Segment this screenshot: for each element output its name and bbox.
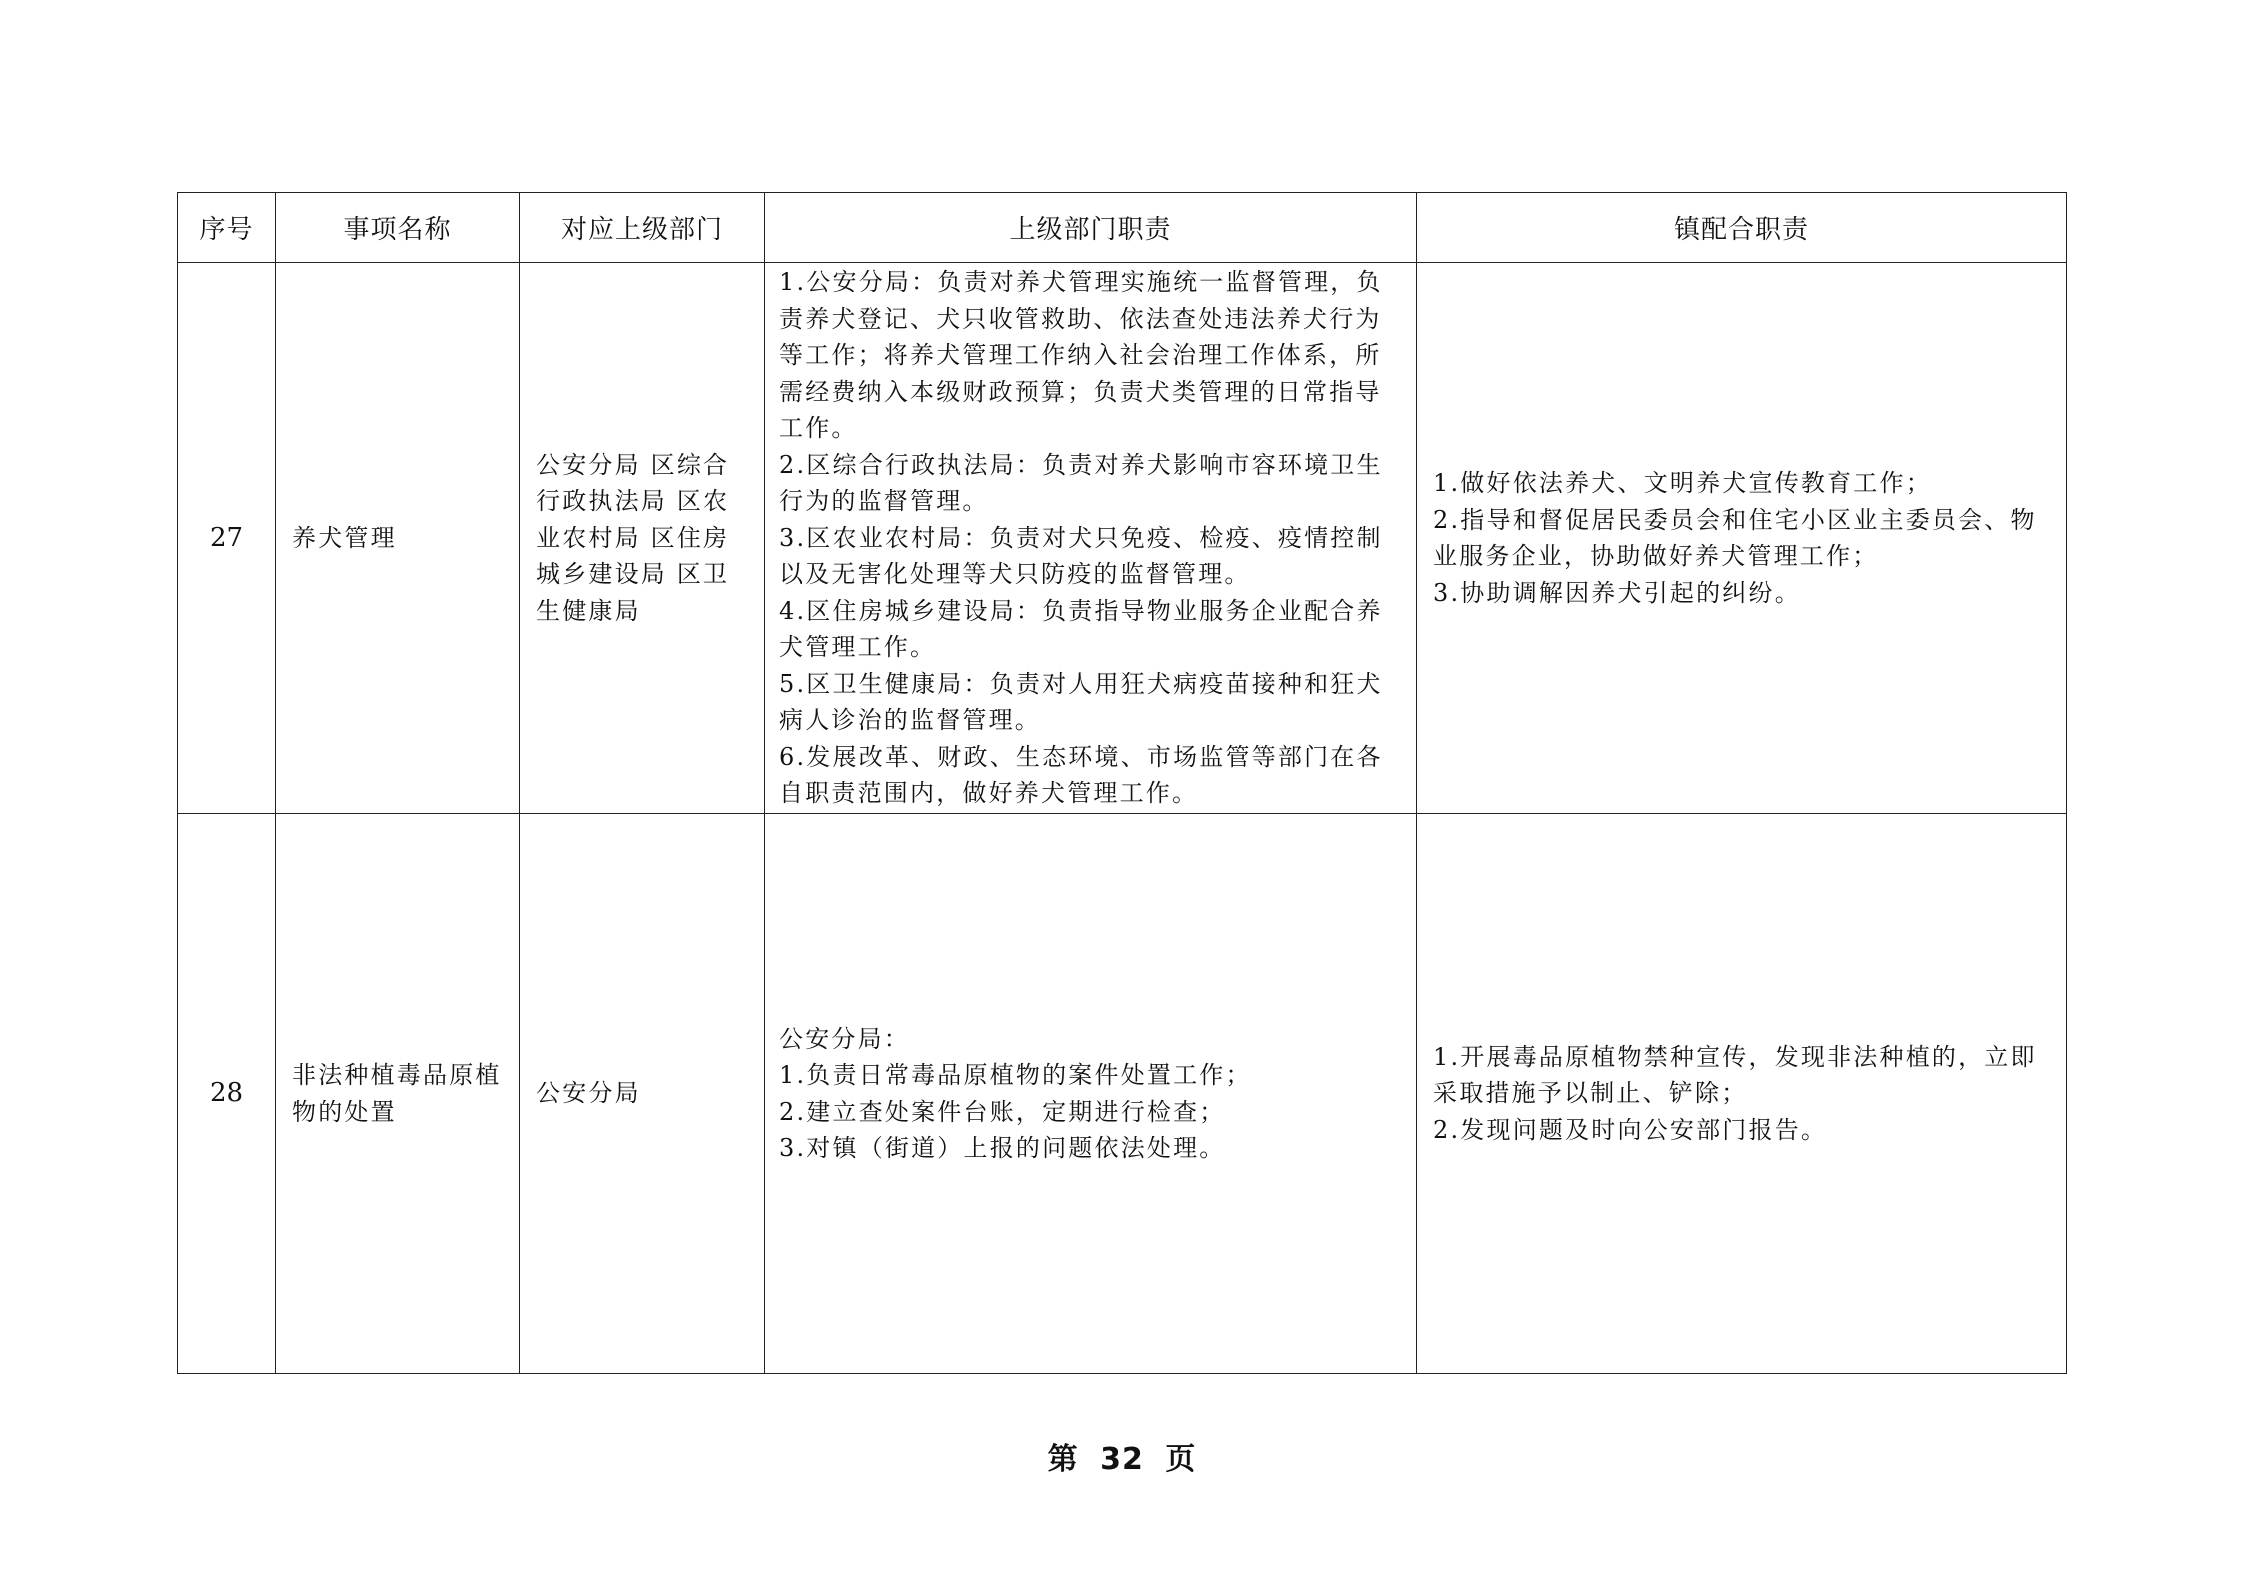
- row-departments: 公安分局 区综合行政执法局 区农业农村局 区住房城乡建设局 区卫生健康局: [520, 263, 765, 814]
- row-item-name: 养犬管理: [276, 263, 520, 814]
- table-row: [178, 814, 2067, 1374]
- duty-table: [177, 192, 2067, 1374]
- header-superior-duties: 上级部门职责: [765, 193, 1417, 263]
- page-footer: [0, 1434, 2244, 1478]
- page-prefix: 第: [1047, 1442, 1079, 1477]
- row-serial-number: 28: [178, 814, 276, 1374]
- header-item-name: 事项名称: [276, 193, 520, 263]
- row-serial-number: 27: [178, 263, 276, 814]
- header-serial-number: 序号: [178, 193, 276, 263]
- table-row: [178, 263, 2067, 814]
- row-town-duties: 1.做好依法养犬、文明养犬宣传教育工作； 2.指导和督促居民委员会和住宅小区业主委员会、物业服务企业，协助做好养犬管理工作； 3.协助调解因养犬引起的纠纷。: [1417, 263, 2067, 814]
- row-item-name: 非法种植毒品原植物的处置: [276, 814, 520, 1374]
- row-superior-duties: 公安分局： 1.负责日常毒品原植物的案件处置工作； 2.建立查处案件台账，定期进行检查； 3.对镇（街道）上报的问题依法处理。: [765, 814, 1417, 1374]
- table-header-row: [178, 193, 2067, 263]
- page-number: 32: [1100, 1442, 1144, 1477]
- row-superior-duties: 1.公安分局：负责对养犬管理实施统一监督管理，负责养犬登记、犬只收管救助、依法查处违法养犬行为等工作；将养犬管理工作纳入社会治理工作体系，所需经费纳入本级财政预算；负责犬类管理的日常指导工作。 2.区综合行政执法局：负责对养犬影响市容环境卫生行为的监督管理。 3.区农业农村局：负责对犬只免疫、检疫、疫情控制以及无害化处理等犬只防疫的监督管理。 4.区住房城乡建设局：负责指导物业服务企业配合养犬管理工作。 5.区卫生健康局：负责对人用狂犬病疫苗接种和狂犬病人诊治的监督管理。 6.发展改革、财政、生态环境、市场监管等部门在各自职责范围内，做好养犬管理工作。: [765, 263, 1417, 814]
- row-town-duties: 1.开展毒品原植物禁种宣传，发现非法种植的，立即采取措施予以制止、铲除； 2.发现问题及时向公安部门报告。: [1417, 814, 2067, 1374]
- header-superior-department: 对应上级部门: [520, 193, 765, 263]
- page-suffix: 页: [1165, 1442, 1197, 1477]
- header-town-duties: 镇配合职责: [1417, 193, 2067, 263]
- row-departments: 公安分局: [520, 814, 765, 1374]
